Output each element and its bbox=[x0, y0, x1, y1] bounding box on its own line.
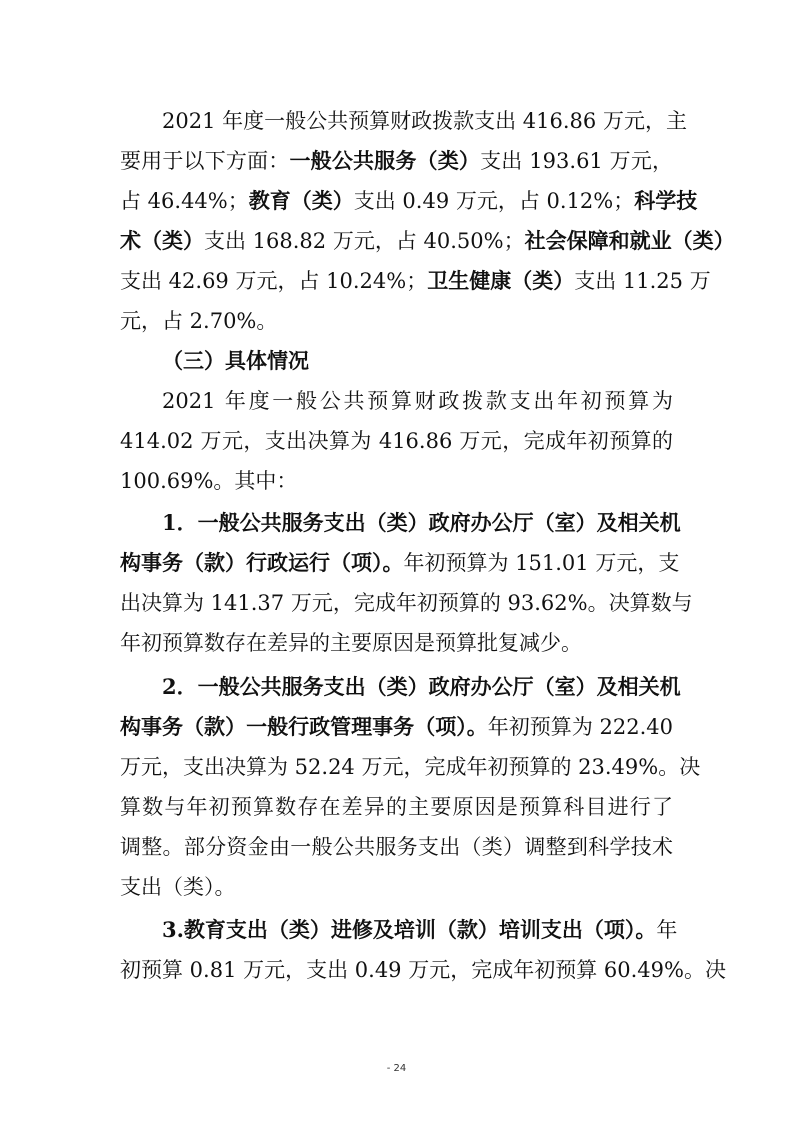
body-text: 支出 11.25 万 bbox=[574, 269, 711, 293]
text-line bbox=[120, 588, 693, 618]
bold-text: 2．一般公共服务支出（类）政府办公厅（室）及相关机 bbox=[162, 674, 681, 699]
text-line bbox=[162, 672, 681, 702]
body-text: 100.69%。其中： bbox=[120, 469, 298, 493]
body-text: 2021 年度一般公共预算财政拨款支出 416.86 万元，主 bbox=[162, 109, 687, 133]
text-line bbox=[120, 146, 673, 176]
text-line bbox=[120, 628, 673, 658]
body-text: 年初预算为 151.01 万元，支 bbox=[403, 551, 680, 575]
page-number: - 24 bbox=[386, 1063, 407, 1074]
bold-text: （三）具体情况 bbox=[162, 348, 309, 373]
text-line bbox=[162, 106, 687, 136]
bold-text: 构事务（款）行政运行（项）。 bbox=[120, 550, 404, 575]
body-text: 初预算 0.81 万元，支出 0.49 万元，完成年初预算 60.49%。决 bbox=[120, 958, 726, 982]
text-line bbox=[120, 752, 701, 782]
text-line bbox=[120, 548, 680, 578]
body-text: 要用于以下方面： bbox=[120, 149, 290, 173]
bold-text: 构事务（款）一般行政管理事务（项）。 bbox=[120, 714, 488, 739]
text-line bbox=[120, 226, 735, 256]
bold-text: 社会保障和就业（类） bbox=[524, 228, 735, 253]
body-text: 支出（类）。 bbox=[120, 875, 236, 899]
body-text: 2021 年度一般公共预算财政拨款支出年初预算为 bbox=[162, 389, 673, 413]
body-text: 元，占 2.70%。 bbox=[120, 309, 278, 333]
body-text: 出决算为 141.37 万元，完成年初预算的 93.62%。决算数与 bbox=[120, 591, 693, 615]
body-text: 年 bbox=[656, 918, 678, 942]
text-line bbox=[162, 508, 681, 538]
text-line bbox=[120, 306, 673, 336]
body-text: 占 46.44%； bbox=[120, 189, 249, 213]
body-text: 支出 168.82 万元，占 40.50%； bbox=[204, 229, 525, 253]
text-line bbox=[120, 466, 673, 496]
bold-text: 卫生健康（类） bbox=[427, 268, 575, 293]
bold-text: 科学技 bbox=[634, 188, 698, 213]
text-line bbox=[120, 712, 673, 742]
body-text: 年初预算数存在差异的主要原因是预算批复减少。 bbox=[120, 631, 582, 655]
body-text: 算数与年初预算数存在差异的主要原因是预算科目进行了 bbox=[120, 795, 673, 819]
text-line bbox=[162, 346, 673, 376]
body-text: 年初预算为 222.40 bbox=[487, 715, 674, 739]
body-text: 调整。部分资金由一般公共服务支出（类）调整到科学技术 bbox=[120, 835, 673, 859]
text-line bbox=[120, 872, 673, 902]
body-text: 万元，支出决算为 52.24 万元，完成年初预算的 23.49%。决 bbox=[120, 755, 701, 779]
bold-text: 术（类） bbox=[120, 228, 204, 253]
text-line bbox=[162, 386, 673, 416]
bold-text: 一般公共服务（类） bbox=[289, 148, 481, 173]
bold-text: 1．一般公共服务支出（类）政府办公厅（室）及相关机 bbox=[162, 510, 681, 535]
bold-text: 教育（类） bbox=[248, 188, 354, 213]
text-line bbox=[120, 186, 698, 216]
text-line bbox=[120, 832, 673, 862]
body-text: 支出 42.69 万元，占 10.24%； bbox=[120, 269, 428, 293]
body-text: 支出 193.61 万元， bbox=[480, 149, 674, 173]
bold-text: 3.教育支出（类）进修及培训（款）培训支出（项）。 bbox=[162, 917, 657, 942]
text-line bbox=[120, 426, 673, 456]
text-line bbox=[120, 266, 711, 296]
body-text: 支出 0.49 万元，占 0.12%； bbox=[353, 189, 635, 213]
text-line bbox=[120, 792, 673, 822]
text-line bbox=[162, 915, 678, 945]
text-line bbox=[120, 955, 726, 985]
body-text: 414.02 万元，支出决算为 416.86 万元，完成年初预算的 bbox=[120, 429, 673, 453]
